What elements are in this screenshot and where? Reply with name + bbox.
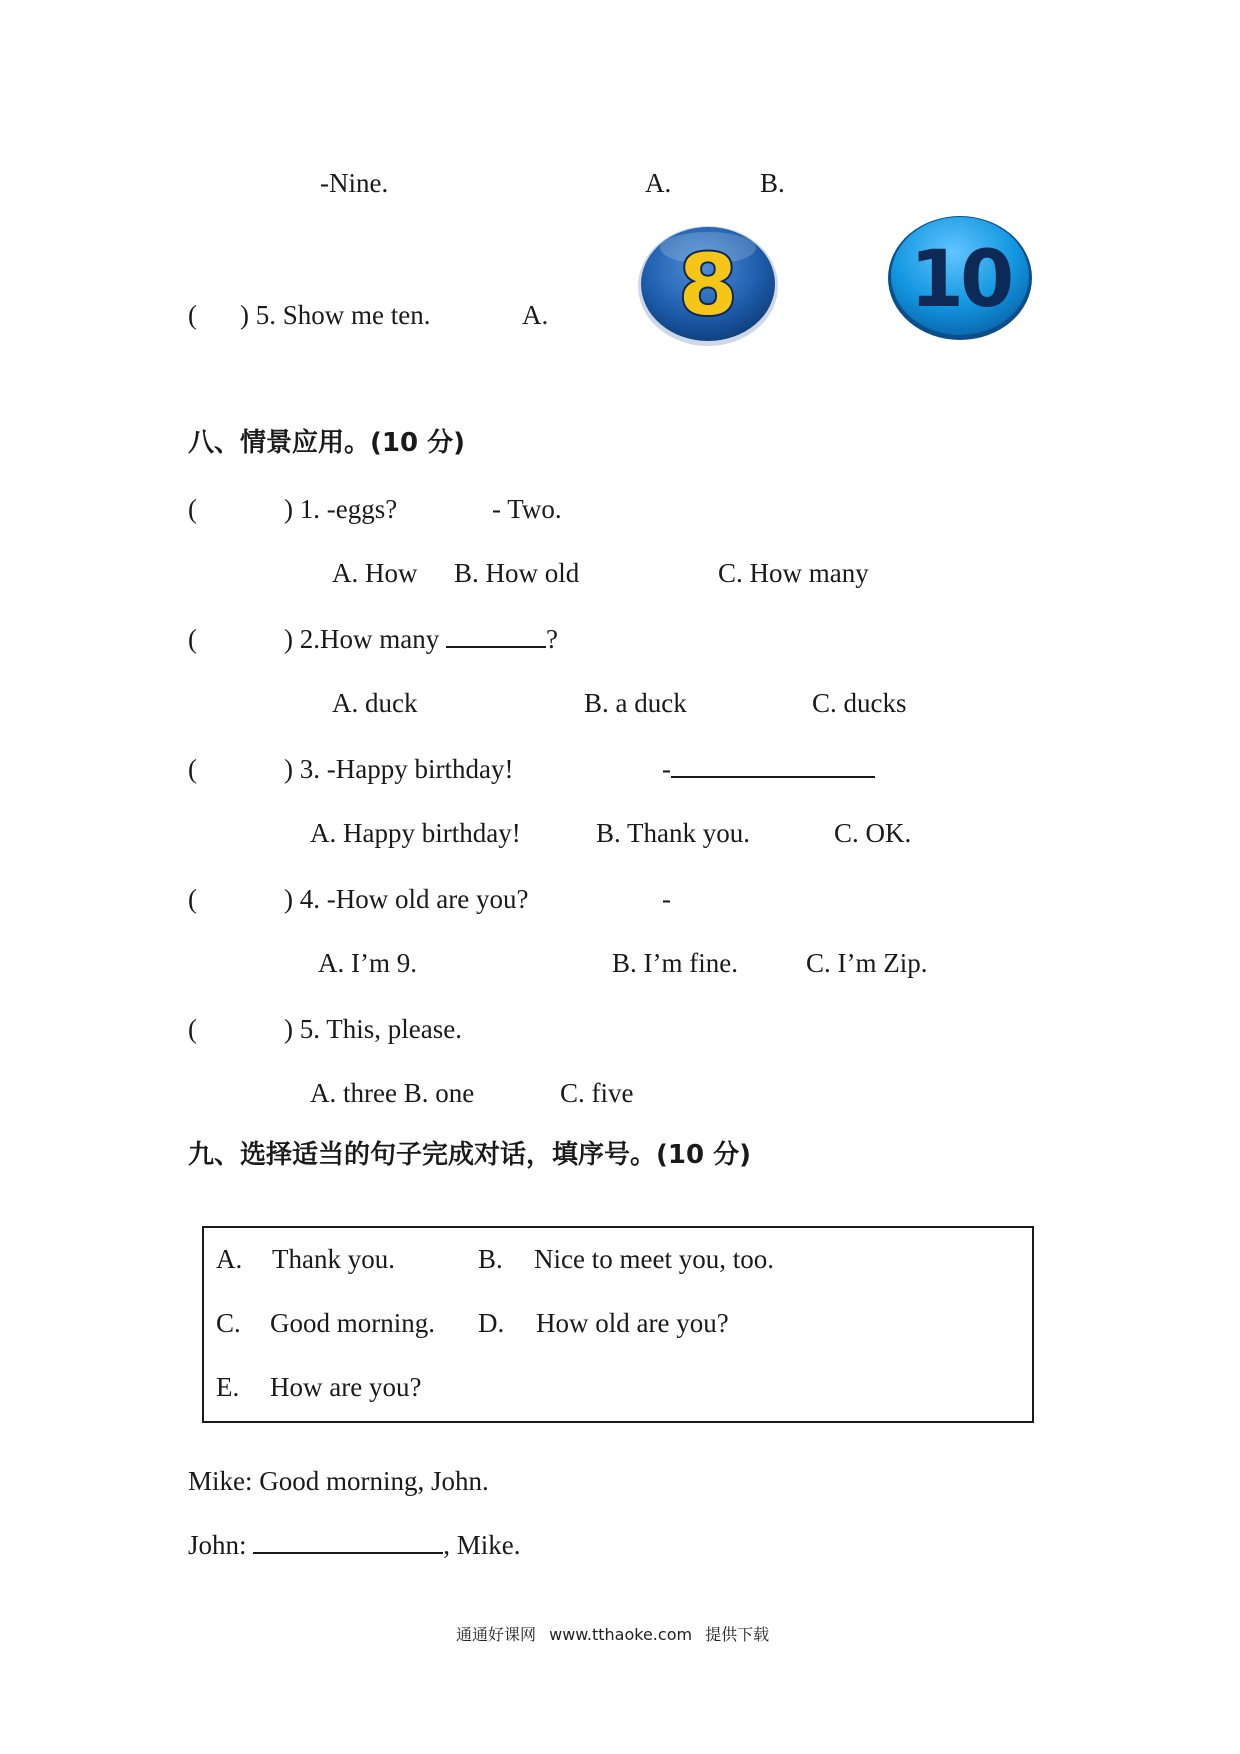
q8-3-option-c: C. OK. (834, 818, 912, 848)
footer-source (456, 1622, 769, 1645)
number-10-badge-image (886, 210, 1034, 342)
number-10-digits: 10 (909, 235, 1011, 325)
q8-4-stem: ) 4. -How old are you? (284, 884, 529, 914)
box-option-b-text: Nice to meet you, too. (534, 1244, 774, 1274)
section-8-heading: 八、情景应用。(10 分) (188, 428, 465, 458)
q8-3-reply-line (662, 756, 875, 783)
q8-5-stem: ) 5. This, please. (284, 1014, 462, 1044)
q8-1-option-a: A. How (332, 558, 418, 588)
q8-2-stem-end: ? (545, 624, 558, 654)
section-9-heading: 九、选择适当的句子完成对话，填序号。(10 分) (188, 1140, 751, 1170)
q8-2-option-b: B. a duck (584, 688, 687, 718)
q8-4-reply-dash: - (662, 884, 671, 914)
q8-2-option-a: A. duck (332, 688, 418, 718)
q8-4-option-c: C. I’m Zip. (806, 948, 928, 978)
box-option-d-letter: D. (478, 1308, 505, 1338)
q8-1-paren: ( (188, 494, 197, 524)
question-7-5-option-a: A. (522, 300, 549, 330)
q8-2-stem-line (284, 626, 558, 653)
q8-3-option-a: A. Happy birthday! (310, 818, 521, 848)
box-option-e-text: How are you? (270, 1372, 422, 1402)
q8-3-option-b: B. Thank you. (596, 818, 750, 848)
q8-4-option-b: B. I’m fine. (612, 948, 738, 978)
q8-5-option-c: C. five (560, 1078, 634, 1108)
dialog-line-2-answer-blank[interactable] (253, 1551, 443, 1554)
box-option-b-letter: B. (478, 1244, 503, 1274)
q8-1-option-c: C. How many (718, 558, 869, 588)
number-8-badge-image (636, 218, 780, 348)
dialog-line-2 (188, 1532, 521, 1559)
q8-2-answer-blank[interactable] (446, 645, 546, 648)
answer-nine: -Nine. (320, 168, 389, 198)
number-8-digit: 8 (678, 236, 738, 334)
q8-1-stem: ) 1. -eggs? (284, 494, 398, 524)
option-a-label-top: A. (645, 168, 672, 198)
q8-5-paren: ( (188, 1014, 197, 1044)
q8-5-option-ab: A. three B. one (310, 1078, 475, 1108)
footer-site-name: 通通好课网 (456, 1625, 537, 1644)
q8-3-answer-blank[interactable] (671, 775, 875, 778)
q8-2-paren: ( (188, 624, 197, 654)
dialog-line-2-speaker: John: (188, 1530, 247, 1560)
option-b-label-top: B. (760, 168, 785, 198)
q8-3-paren: ( (188, 754, 197, 784)
q8-4-option-a: A. I’m 9. (318, 948, 417, 978)
q8-3-reply-dash: - (662, 754, 671, 784)
footer-url: www.tthaoke.com (549, 1625, 693, 1644)
dialog-line-1: Mike: Good morning, John. (188, 1466, 489, 1496)
question-7-5-stem: ) 5. Show me ten. (240, 300, 431, 330)
q8-2-stem: ) 2.How many (284, 624, 440, 654)
q8-3-stem: ) 3. -Happy birthday! (284, 754, 514, 784)
box-option-c-text: Good morning. (270, 1308, 435, 1338)
box-option-a-letter: A. (216, 1244, 243, 1274)
q8-2-option-c: C. ducks (812, 688, 907, 718)
answer-paren-open: ( (188, 300, 197, 330)
box-option-a-text: Thank you. (272, 1244, 395, 1274)
box-option-d-text: How old are you? (536, 1308, 729, 1338)
dialog-line-2-end: , Mike. (443, 1530, 521, 1560)
q8-1-reply: - Two. (492, 494, 562, 524)
q8-1-option-b: B. How old (454, 558, 580, 588)
footer-note: 提供下载 (705, 1625, 770, 1644)
q8-4-paren: ( (188, 884, 197, 914)
box-option-e-letter: E. (216, 1372, 240, 1402)
box-option-c-letter: C. (216, 1308, 241, 1338)
